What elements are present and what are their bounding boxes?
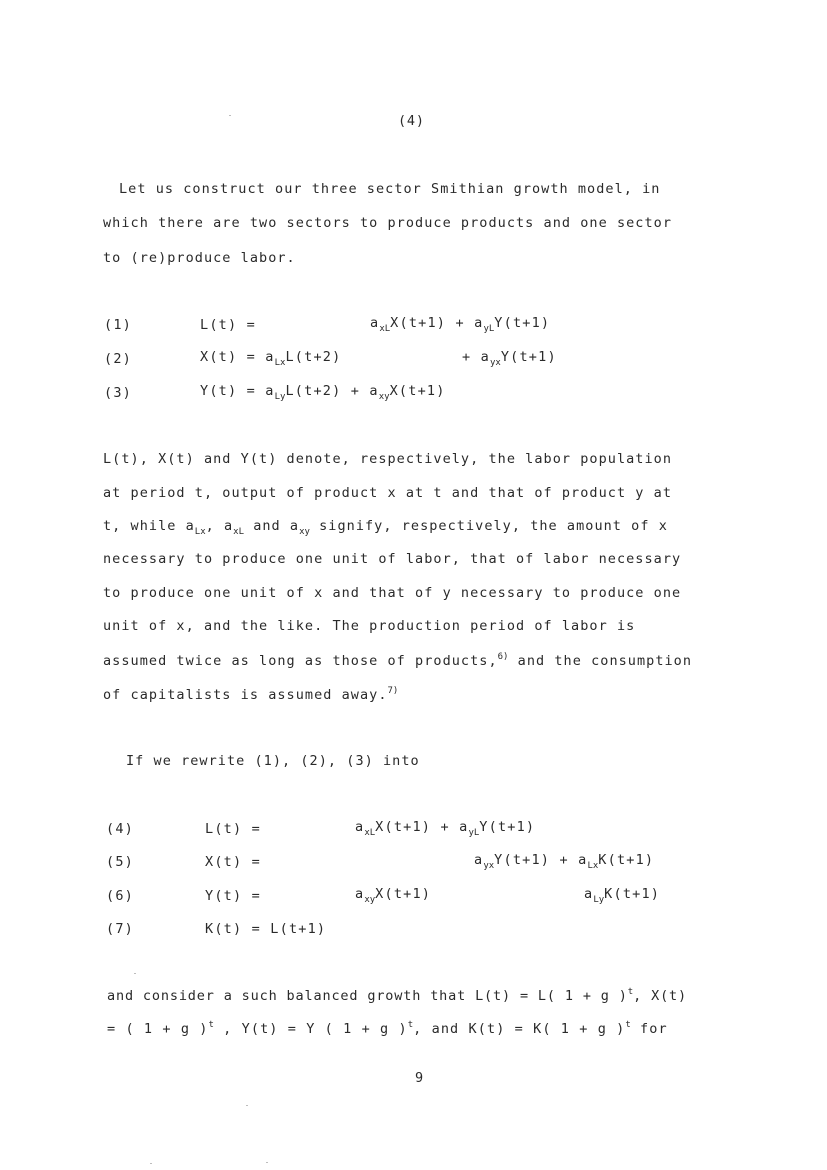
equation-number: (5) [106,854,134,870]
equation-lhs: L(t) = [205,821,261,837]
footnote-marker: 6) [497,652,509,662]
body-line-7: assumed twice as long as those of products,$^{6)}$ and the consumption [103,652,693,669]
closing-line-1: and consider a such balanced growth that L(t) = L( 1 + g )$^t$, X(t) [107,987,688,1004]
body-line-3: t, while $a_{Lx}$, $a_{xL}$ and $a_{xy}$ signify, respectively, the amount of x [103,518,668,537]
equation-number: (6) [106,888,134,904]
equation-number: (1) [104,317,132,333]
page-number: 9 [415,1070,424,1086]
footnote-marker: 7) [387,686,399,696]
equation-lhs: Y(t) = [205,888,261,904]
equation-number: (3) [104,385,132,401]
scan-speck [134,973,136,974]
body-line-8: of capitalists is assumed away.$^{7)}$ [103,686,399,703]
closing-line-2: = ( 1 + g )$^t$ , Y(t) = Y ( 1 + g )$^t$, and K(t) = K( 1 + g )$^t$ for [107,1020,668,1037]
equation-rhs: $a_{xL}X(t+1) + a_{yL}Y(t+1)$ [370,315,551,334]
section-number: (4) [398,113,425,129]
equation-lhs: L(t) = [200,317,256,333]
equation-rhs: $a_{Ly}K(t+1)$ [584,886,661,905]
equation-rhs: $a_{xy}X(t+1)$ [355,886,432,905]
body-line-4: necessary to produce one unit of labor, that of labor necessary [103,551,682,567]
intro-line-3: to (re)produce labor. [103,250,296,266]
scan-speck [246,1105,248,1106]
scan-speck [229,115,231,116]
body-line-5: to produce one unit of x and that of y necessary to produce one [103,585,682,601]
equation-rhs: + $a_{yx}Y(t+1)$ [462,349,557,368]
equation-number: (2) [104,351,132,367]
intro-line-1: Let us construct our three sector Smithian growth model, in [119,181,661,197]
scan-speck [266,1162,268,1163]
equation-lhs: $X(t) = a_{Lx}L(t+2)$ [200,349,342,368]
body-line-1: L(t), X(t) and Y(t) denote, respectively, the labor population [103,451,673,467]
equation-number: (4) [106,821,134,837]
intro-line-2: which there are two sectors to produce products and one sector [103,215,673,231]
equation-lhs: K(t) = L(t+1) [205,921,327,937]
equation-lhs: $Y(t) = a_{Ly}L(t+2) + a_{xy}X(t+1)$ [200,383,446,402]
body-line-2: at period t, output of product x at t and that of product y at [103,485,673,501]
body-line-6: unit of x, and the like. The production period of labor is [103,618,636,634]
equation-number: (7) [106,921,134,937]
equation-rhs: $a_{yx}Y(t+1) + a_{Lx}K(t+1)$ [474,852,655,871]
scan-speck [150,1163,152,1164]
equation-lhs: X(t) = [205,854,261,870]
rewrite-line: If we rewrite (1), (2), (3) into [126,753,420,769]
equation-rhs: $a_{xL}X(t+1) + a_{yL}Y(t+1)$ [355,819,536,838]
